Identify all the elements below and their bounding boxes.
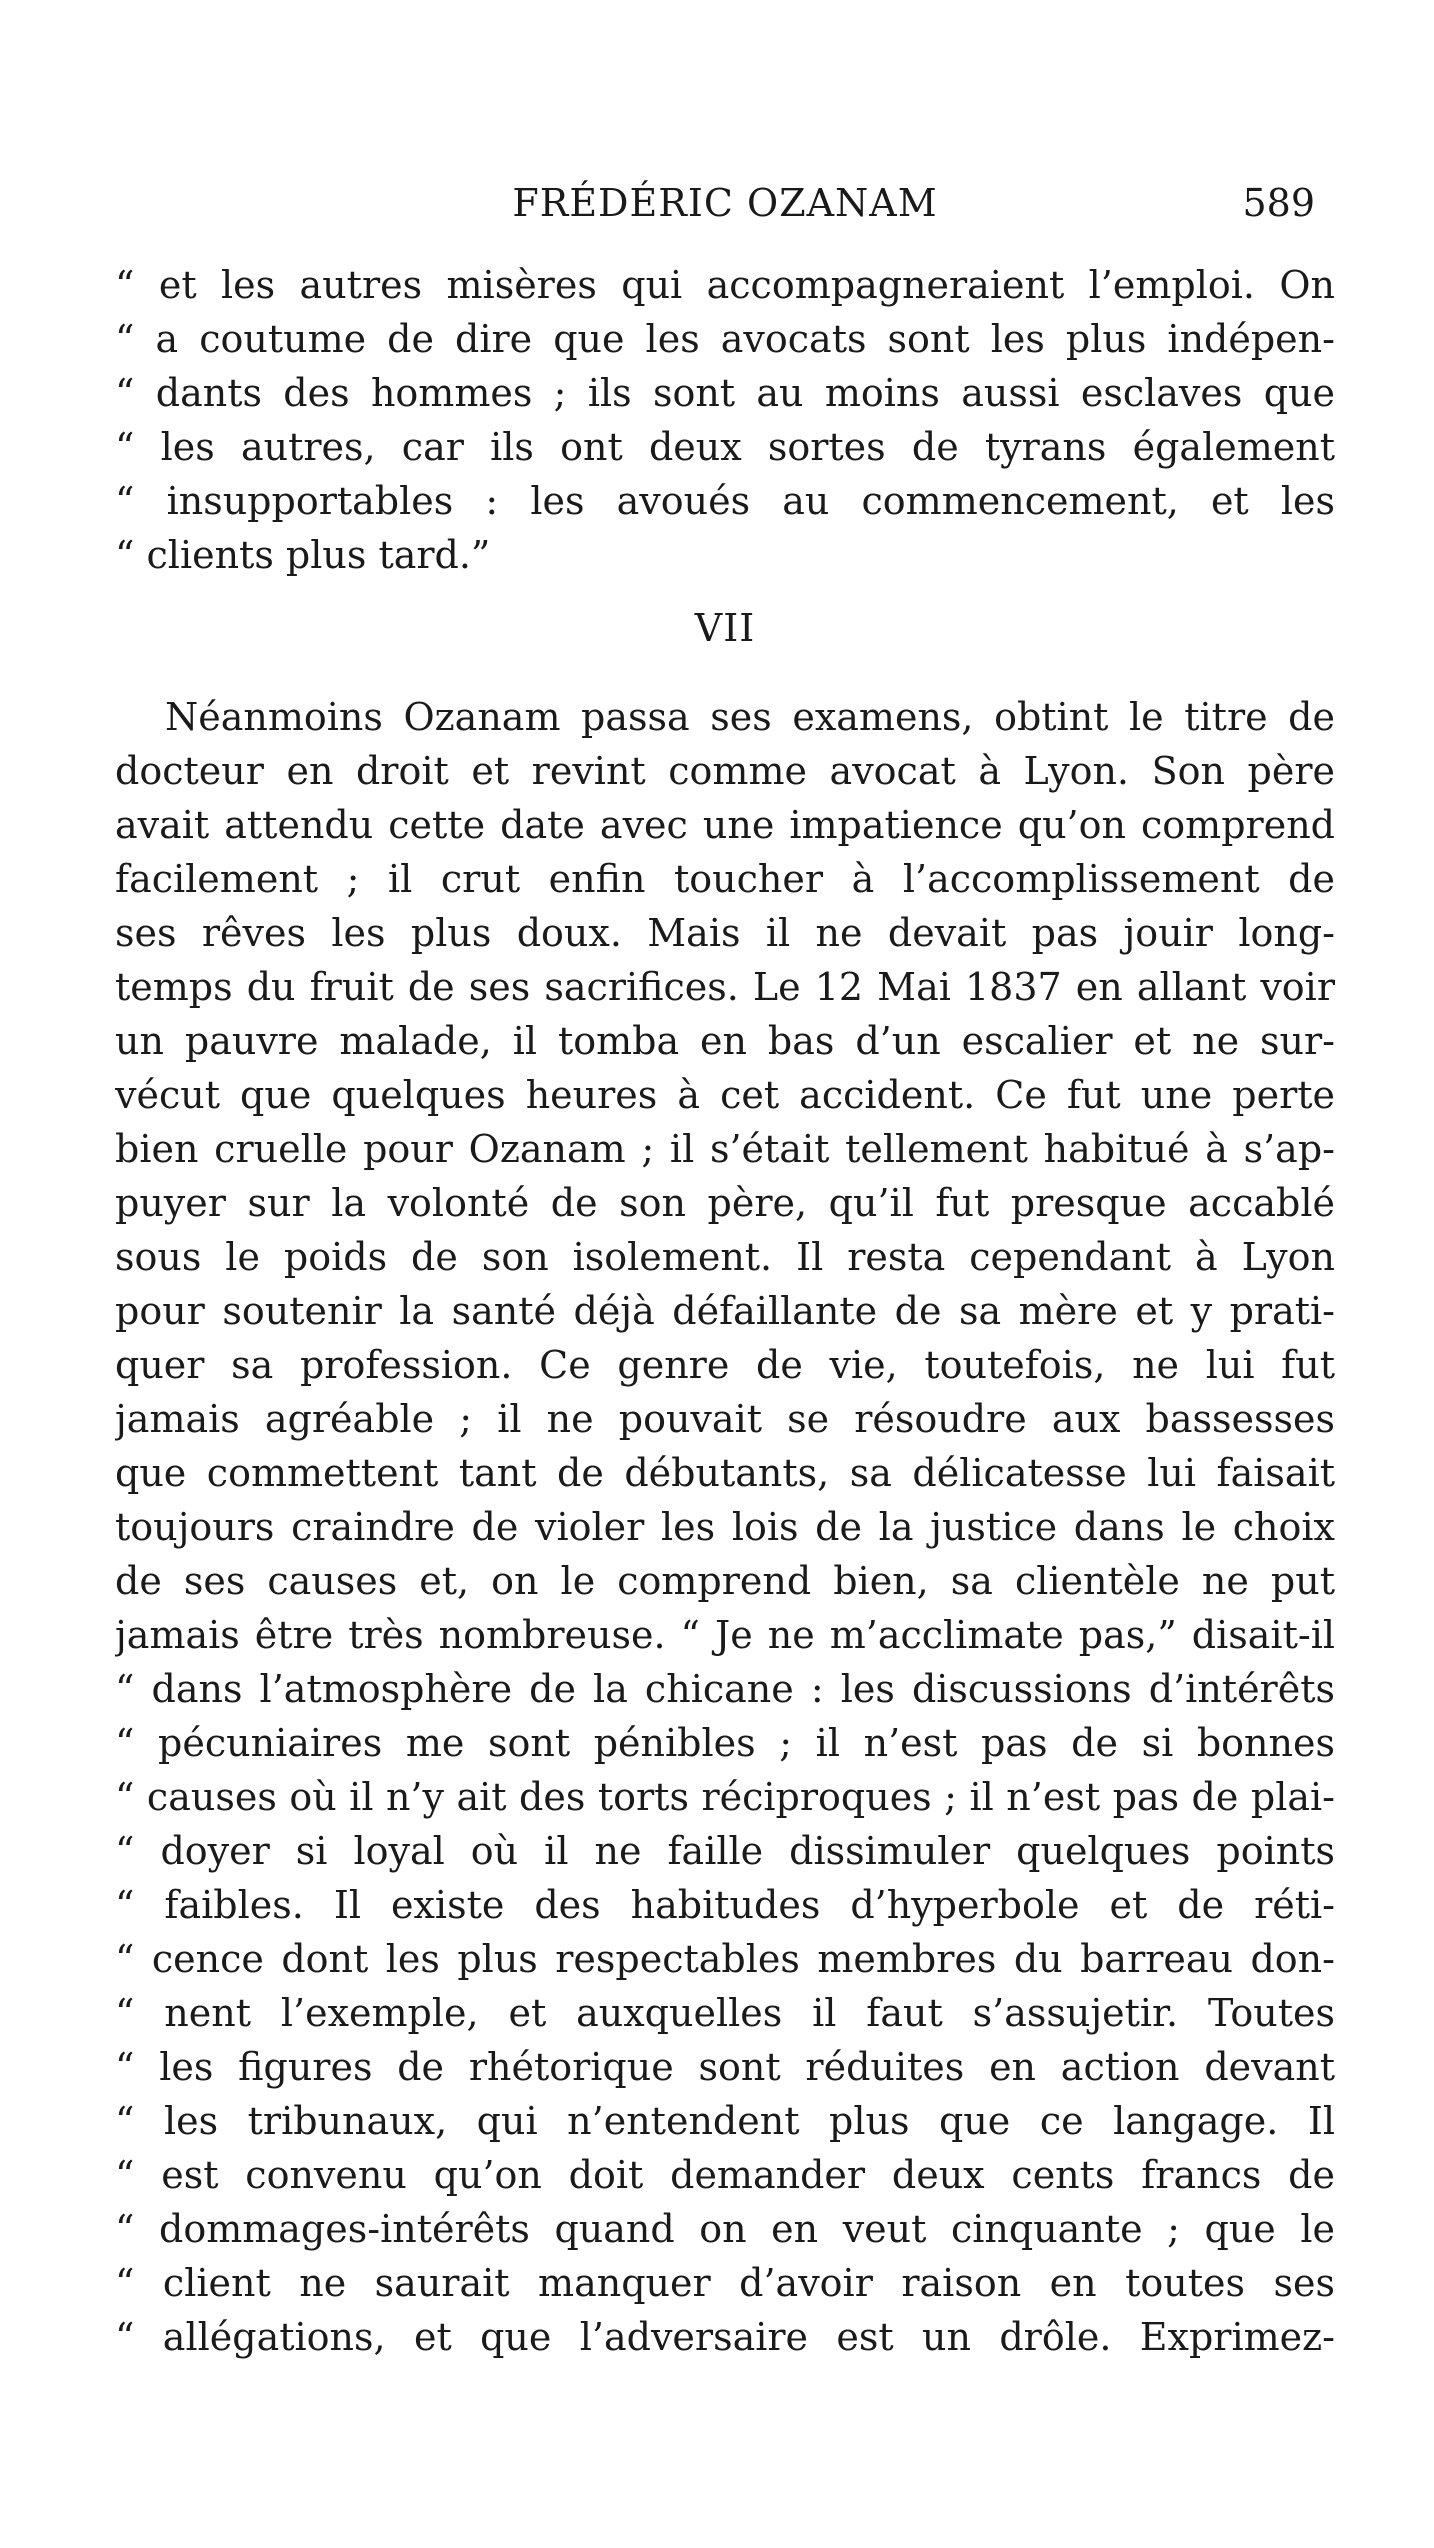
text-line: pour soutenir la santé déjà défaillante de sa mère et y prati- (115, 1289, 1335, 1333)
text-line: “ allégations, et que l’adversaire est un drôle. Exprimez- (115, 2315, 1335, 2359)
text-line: “ dommages-intérêts quand on en veut cinquante ; que le (115, 2207, 1335, 2251)
text-line: vécut que quelques heures à cet accident. Ce fut une perte (115, 1073, 1335, 1117)
text-line: temps du fruit de ses sacrifices. Le 12 Mai 1837 en allant voir (115, 965, 1335, 1009)
text-line: jamais être très nombreuse. “ Je ne m’acclimate pas,” disait-il (115, 1613, 1335, 1657)
text-line: toujours craindre de violer les lois de la justice dans le choix (115, 1505, 1335, 1549)
text-line: bien cruelle pour Ozanam ; il s’était tellement habitué à s’ap- (115, 1127, 1335, 1171)
text-line: “ les autres, car ils ont deux sortes de tyrans également (115, 425, 1335, 469)
text-line: “ et les autres misères qui accompagneraient l’emploi. On (115, 263, 1335, 307)
body-paragraph (115, 690, 1335, 2364)
page-number: 589 (1242, 181, 1315, 225)
text-line: “ est convenu qu’on doit demander deux cents francs de (115, 2153, 1335, 2197)
text-line: quer sa profession. Ce genre de vie, toutefois, ne lui fut (115, 1343, 1335, 1387)
running-head (115, 178, 1335, 228)
text-line: “ les figures de rhétorique sont réduites en action devant (115, 2045, 1335, 2089)
text-line: ses rêves les plus doux. Mais il ne devait pas jouir long- (115, 911, 1335, 955)
text-line: “ pécuniaires me sont pénibles ; il n’est pas de si bonnes (115, 1721, 1335, 1765)
text-line: un pauvre malade, il tomba en bas d’un escalier et ne sur- (115, 1019, 1335, 1063)
quote-continuation (115, 258, 1335, 582)
text-line: “ nent l’exemple, et auxquelles il faut s’assujetir. Toutes (115, 1991, 1335, 2035)
text-line: “ a coutume de dire que les avocats sont les plus indépen- (115, 317, 1335, 361)
text-line: “ doyer si loyal où il ne faille dissimuler quelques points (115, 1829, 1335, 1873)
text-line: docteur en droit et revint comme avocat à Lyon. Son père (115, 749, 1335, 793)
text-line: “ dans l’atmosphère de la chicane : les discussions d’intérêts (115, 1667, 1335, 1711)
text-line: Néanmoins Ozanam passa ses examens, obtint le titre de (165, 695, 1335, 739)
text-line: puyer sur la volonté de son père, qu’il fut presque accablé (115, 1181, 1335, 1225)
text-line: “ causes où il n’y ait des torts réciproques ; il n’est pas de plai- (115, 1775, 1335, 1819)
text-line: “ cence dont les plus respectables membres du barreau don- (115, 1937, 1335, 1981)
text-line: jamais agréable ; il ne pouvait se résoudre aux bassesses (115, 1397, 1335, 1441)
text-line: sous le poids de son isolement. Il resta cependant à Lyon (115, 1235, 1335, 1279)
text-line: “ faibles. Il existe des habitudes d’hyperbole et de réti- (115, 1883, 1335, 1927)
text-line: “ clients plus tard.” (115, 533, 491, 577)
text-line: “ insupportables : les avoués au commencement, et les (115, 479, 1335, 523)
text-line: “ dants des hommes ; ils sont au moins aussi esclaves que (115, 371, 1335, 415)
text-line: de ses causes et, on le comprend bien, sa clientèle ne put (115, 1559, 1335, 1603)
text-line: facilement ; il crut enfin toucher à l’accomplissement de (115, 857, 1335, 901)
text-line: “ client ne saurait manquer d’avoir raison en toutes ses (115, 2261, 1335, 2305)
section-heading: VII (694, 606, 756, 650)
text-line: “ les tribunaux, qui n’entendent plus que ce langage. Il (115, 2099, 1335, 2143)
running-title: FRÉDÉRIC OZANAM (512, 181, 938, 225)
text-line: avait attendu cette date avec une impatience qu’on comprend (115, 803, 1335, 847)
text-line: que commettent tant de débutants, sa délicatesse lui faisait (115, 1451, 1335, 1495)
